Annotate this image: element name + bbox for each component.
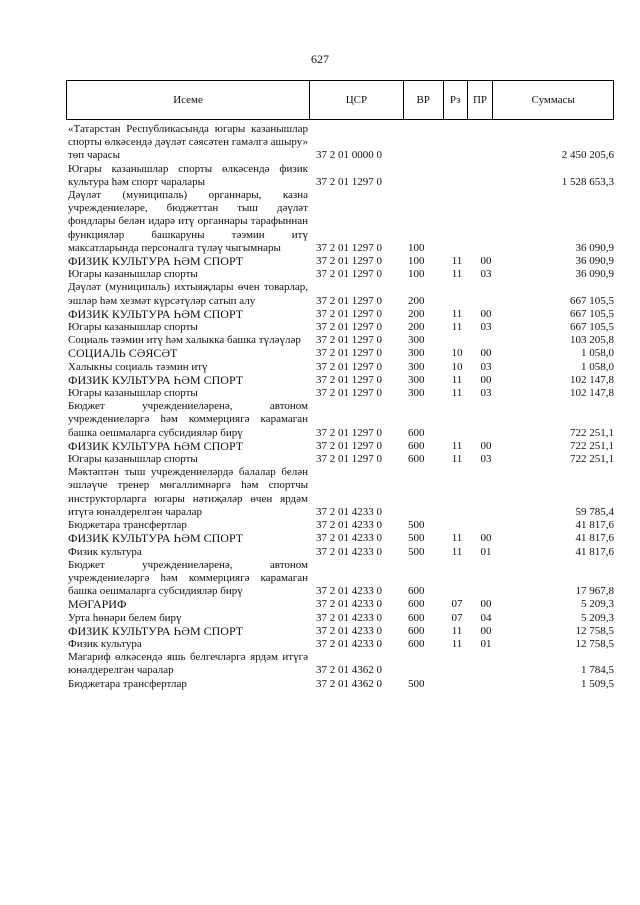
row-rz: 10 [451, 347, 463, 360]
table-row [68, 361, 618, 374]
row-name: ФИЗИК КУЛЬТУРА ҺӘМ СПОРТ [68, 254, 244, 269]
row-name: Югары казанышлар спорты [68, 321, 198, 334]
row-sum: 667 105,5 [570, 321, 614, 334]
row-rz: 11 [451, 255, 463, 268]
row-name: МӘГАРИФ [68, 597, 127, 612]
row-vr: 600 [408, 598, 425, 611]
row-name: Югары казанышлар спорты [68, 387, 198, 400]
row-sum: 41 817,6 [575, 532, 614, 545]
row-name: Бюджет учреждениеләренә, автоном учреждениеләргә һәм коммерциягә карамаган башка оешмаларга субсидияләр бирү [68, 558, 308, 598]
row-name: Бюджет учреждениеләренә, автоном учреждениеләргә һәм коммерциягә карамаган башка оешмаларга субсидияләр бирү [68, 400, 308, 439]
row-csr: 37 2 01 4233 0 [316, 519, 382, 532]
header-sum: Суммасы [531, 94, 575, 106]
row-csr: 37 2 01 1297 0 [316, 175, 382, 188]
row-name: Халыкны социаль тәэмин итү [68, 360, 208, 373]
table-row [68, 255, 618, 268]
table-row [68, 559, 618, 599]
table-row [68, 625, 618, 638]
row-csr: 37 2 01 1297 0 [316, 255, 382, 268]
row-sum: 17 967,8 [575, 585, 614, 598]
table-row [68, 347, 618, 360]
row-vr: 300 [408, 347, 425, 360]
row-rz: 11 [451, 453, 463, 466]
row-vr: 300 [408, 373, 425, 386]
row-vr: 600 [408, 426, 425, 439]
table-row [68, 321, 618, 334]
row-csr: 37 2 01 4233 0 [316, 637, 382, 650]
row-csr: 37 2 01 1297 0 [316, 268, 382, 281]
row-rz: 11 [451, 637, 463, 650]
row-csr: 37 2 01 1297 0 [316, 307, 382, 320]
row-name: «Татарстан Республикасында югары казанышлар спорты өлкәсендә дәүләт сәясәтен гамәлгә ашыру» төп чарасы [68, 123, 308, 162]
table-body [68, 123, 618, 691]
row-vr: 600 [408, 453, 425, 466]
row-rz: 11 [451, 268, 463, 281]
row-vr: 200 [408, 321, 425, 334]
row-rz: 07 [451, 611, 463, 624]
row-name: Социаль тәэмин итү һәм халыкка башка түләүләр [68, 334, 301, 347]
row-csr: 37 2 01 4233 0 [316, 545, 382, 558]
row-pr: 00 [480, 439, 492, 452]
row-pr: 03 [480, 321, 492, 334]
row-rz: 11 [451, 387, 463, 400]
table-row [68, 651, 618, 677]
row-vr: 500 [408, 677, 425, 690]
row-csr: 37 2 01 1297 0 [316, 426, 382, 439]
row-vr: 500 [408, 519, 425, 532]
row-rz: 11 [451, 321, 463, 334]
row-sum: 667 105,5 [570, 307, 614, 320]
row-rz: 10 [451, 360, 463, 373]
row-pr: 01 [480, 637, 492, 650]
row-sum: 102 147,8 [570, 387, 614, 400]
row-vr: 300 [408, 360, 425, 373]
row-vr: 300 [408, 334, 425, 347]
row-rz: 11 [451, 373, 463, 386]
header-name: Исеме [67, 81, 310, 119]
table-row [68, 387, 618, 400]
row-vr: 600 [408, 624, 425, 637]
row-name: Бюджетара трансфертлар [68, 677, 187, 690]
row-sum: 36 090,9 [575, 255, 614, 268]
row-csr: 37 2 01 1297 0 [316, 439, 382, 452]
row-vr: 200 [408, 294, 425, 307]
table-row [68, 453, 618, 466]
row-pr: 03 [480, 360, 492, 373]
row-name: СОЦИАЛЬ СӘЯСӘТ [68, 346, 178, 361]
row-sum: 1 784,5 [581, 664, 614, 677]
table-row [68, 612, 618, 625]
row-sum: 1 058,0 [581, 360, 614, 373]
header-rz: Рз [444, 81, 468, 119]
row-sum: 12 758,5 [575, 624, 614, 637]
row-name: Физик культура [68, 637, 142, 650]
row-csr: 37 2 01 4362 0 [316, 677, 382, 690]
row-sum: 12 758,5 [575, 637, 614, 650]
row-rz: 11 [451, 532, 463, 545]
row-vr: 200 [408, 307, 425, 320]
header-vr: ВР [404, 81, 444, 119]
row-name: ФИЗИК КУЛЬТУРА ҺӘМ СПОРТ [68, 306, 244, 321]
row-csr: 37 2 01 0000 0 [316, 149, 382, 162]
table-row [68, 163, 618, 189]
row-sum: 103 205,8 [570, 334, 614, 347]
row-sum: 722 251,1 [570, 426, 614, 439]
row-name: Югары казанышлар спорты [68, 453, 198, 466]
row-csr: 37 2 01 1297 0 [316, 294, 382, 307]
row-pr: 00 [480, 307, 492, 320]
header-csr: ЦСР [310, 81, 404, 119]
row-sum: 722 251,1 [570, 439, 614, 452]
row-pr: 00 [480, 255, 492, 268]
row-pr: 00 [480, 598, 492, 611]
table-header [66, 80, 614, 120]
row-vr: 600 [408, 585, 425, 598]
table-row [68, 123, 618, 163]
row-sum: 1 528 653,3 [561, 175, 614, 188]
row-pr: 01 [480, 545, 492, 558]
row-name: Мәктәптән тыш учреждениеләрдә балалар белән эшләүче тренер мөгаллимнәргә һәм спортчы инструкторларга югары нәтиҗәләр өчен ярдәм итүгә юнәлдерелгән чаралар [68, 466, 308, 518]
page-number: 627 [311, 52, 329, 66]
table-row [68, 678, 618, 691]
row-csr: 37 2 01 4233 0 [316, 532, 382, 545]
row-vr: 500 [408, 545, 425, 558]
row-sum: 722 251,1 [570, 453, 614, 466]
row-pr: 00 [480, 373, 492, 386]
table-row [68, 598, 618, 611]
row-sum: 5 209,3 [581, 611, 614, 624]
row-csr: 37 2 01 1297 0 [316, 453, 382, 466]
table-row [68, 440, 618, 453]
row-csr: 37 2 01 4233 0 [316, 611, 382, 624]
row-name: Дәүләт (муниципаль) органнары, казна учреждениеләре, бюджеттан тыш дәүләт фондлары белән идарә итү органнары тарафыннан функцияләр башкаруны тәэмин итү максатларында персоналга түләү чыгымнары [68, 189, 308, 254]
table-row [68, 546, 618, 559]
row-sum: 5 209,3 [581, 598, 614, 611]
table-row [68, 374, 618, 387]
row-name: ФИЗИК КУЛЬТУРА ҺӘМ СПОРТ [68, 372, 244, 387]
row-csr: 37 2 01 4233 0 [316, 624, 382, 637]
row-csr: 37 2 01 1297 0 [316, 241, 382, 254]
row-rz: 07 [451, 598, 463, 611]
row-vr: 600 [408, 439, 425, 452]
table-row [68, 268, 618, 281]
row-pr: 04 [480, 611, 492, 624]
table-row [68, 532, 618, 545]
row-name: Урта һөнәри белем бирү [68, 611, 182, 624]
row-csr: 37 2 01 1297 0 [316, 387, 382, 400]
row-csr: 37 2 01 1297 0 [316, 373, 382, 386]
row-rz: 11 [451, 624, 463, 637]
row-pr: 00 [480, 347, 492, 360]
row-name: ФИЗИК КУЛЬТУРА ҺӘМ СПОРТ [68, 531, 244, 546]
row-name: Бюджетара трансфертлар [68, 519, 187, 532]
row-sum: 59 785,4 [575, 505, 614, 518]
row-pr: 00 [480, 532, 492, 545]
row-vr: 500 [408, 532, 425, 545]
row-rz: 11 [451, 545, 463, 558]
table-row [68, 281, 618, 307]
table-row [68, 189, 618, 255]
row-csr: 37 2 01 4233 0 [316, 505, 382, 518]
row-vr: 300 [408, 387, 425, 400]
row-name: ФИЗИК КУЛЬТУРА ҺӘМ СПОРТ [68, 438, 244, 453]
row-pr: 03 [480, 387, 492, 400]
row-vr: 600 [408, 611, 425, 624]
row-csr: 37 2 01 1297 0 [316, 347, 382, 360]
row-name: Дәүләт (муниципаль) ихтыяҗлары өчен товарлар, эшләр һәм хезмәт күрсәтүләр сатып алу [68, 281, 308, 307]
row-rz: 11 [451, 439, 463, 452]
row-sum: 36 090,9 [575, 241, 614, 254]
row-name: ФИЗИК КУЛЬТУРА ҺӘМ СПОРТ [68, 623, 244, 638]
row-sum: 1 509,5 [581, 677, 614, 690]
row-name: Югары казанышлар спорты [68, 268, 198, 281]
row-csr: 37 2 01 1297 0 [316, 334, 382, 347]
row-vr: 600 [408, 637, 425, 650]
table-row [68, 638, 618, 651]
row-pr: 03 [480, 268, 492, 281]
row-csr: 37 2 01 4362 0 [316, 664, 382, 677]
row-name: Мәгариф өлкәсендә яшь белгечләргә ярдәм итүгә юнәлдерелгән чаралар [68, 651, 308, 677]
row-pr: 03 [480, 453, 492, 466]
table-row [68, 466, 618, 519]
row-vr: 100 [408, 241, 425, 254]
row-vr: 100 [408, 255, 425, 268]
header-pr: ПР [468, 81, 494, 119]
row-sum: 41 817,6 [575, 519, 614, 532]
row-sum: 36 090,9 [575, 268, 614, 281]
row-sum: 1 058,0 [581, 347, 614, 360]
row-pr: 00 [480, 624, 492, 637]
row-name: Физик культура [68, 545, 142, 558]
row-sum: 2 450 205,6 [561, 149, 614, 162]
row-csr: 37 2 01 4233 0 [316, 585, 382, 598]
row-name: Югары казанышлар спорты өлкәсендә физик культура һәм спорт чаралары [68, 162, 308, 188]
row-sum: 102 147,8 [570, 373, 614, 386]
row-csr: 37 2 01 1297 0 [316, 321, 382, 334]
row-vr: 100 [408, 268, 425, 281]
row-csr: 37 2 01 4233 0 [316, 598, 382, 611]
row-rz: 11 [451, 307, 463, 320]
row-csr: 37 2 01 1297 0 [316, 360, 382, 373]
row-sum: 667 105,5 [570, 294, 614, 307]
table-row [68, 308, 618, 321]
row-sum: 41 817,6 [575, 545, 614, 558]
table-row [68, 400, 618, 440]
